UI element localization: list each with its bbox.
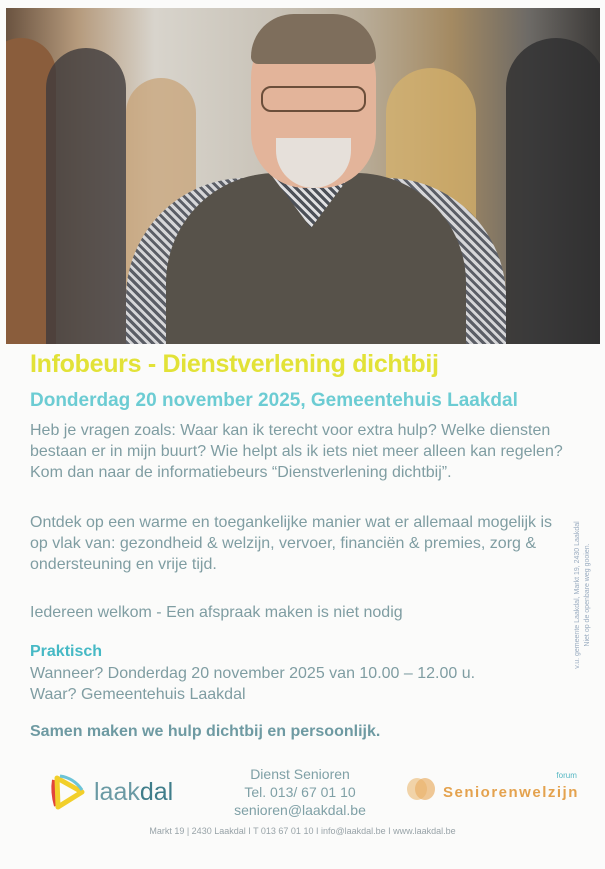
seniorenwelzijn-icon [405,775,439,801]
where-line: Waar? Gemeentehuis Laakdal [30,686,246,703]
practical-heading: Praktisch [30,643,103,660]
logo-name-text: Seniorenwelzijn [443,783,579,801]
when-line: Wanneer? Donderdag 20 november 2025 van 10.00 – 12.00 u. [30,665,476,682]
publisher-note [573,500,593,690]
seniorenwelzijn-logo [405,771,579,801]
laakdal-triangle-icon [48,772,88,812]
contact-department: Dienst Senioren [250,766,350,782]
discover-paragraph: Ontdek op een warme en toegankelijke manier wat er allemaal mogelijk is op vlak van: gezondheid & welzijn, vervoer, financiën & premies, zorg & ondersteuning en vrije tijd. [30,514,553,573]
flyer-title: Infobeurs - Dienstverlening dichtbij [30,350,439,378]
intro-paragraph: Heb je vragen zoals: Waar kan ik terecht voor extra hulp? Welke diensten bestaan er in mijn buurt? Wie helpt als ik iets niet meer alleen kan regelen? Kom dan naar de informatiebeurs “Dienstverlening dichtbij”. [30,422,563,481]
closing-line: Samen maken we hulp dichtbij en persoonlijk. [30,723,381,740]
laakdal-logo [48,772,173,812]
contact-block [200,765,400,819]
logo-forum-text: forum [556,771,577,780]
flyer-subtitle: Donderdag 20 november 2025, Gemeentehuis Laakdal [30,390,518,411]
logo-text-a: laak [94,777,140,806]
practical-info [30,663,570,705]
publisher-line: v.u. gemeente Laakdal, Markt 19, 2430 Laakdal [574,521,581,669]
logo-text-b: dal [139,777,174,806]
contact-phone: Tel. 013/ 67 01 10 [244,784,356,800]
hero-photo-smiling-man [6,8,600,344]
address-footer: Markt 19 | 2430 Laakdal I T 013 67 01 10 I info@laakdal.be I www.laakdal.be [149,826,456,836]
disposal-note: Niet op de openbare weg gooien. [584,543,591,647]
welcome-line: Iedereen welkom - Een afspraak maken is niet nodig [30,604,403,621]
contact-email: senioren@laakdal.be [234,802,366,818]
